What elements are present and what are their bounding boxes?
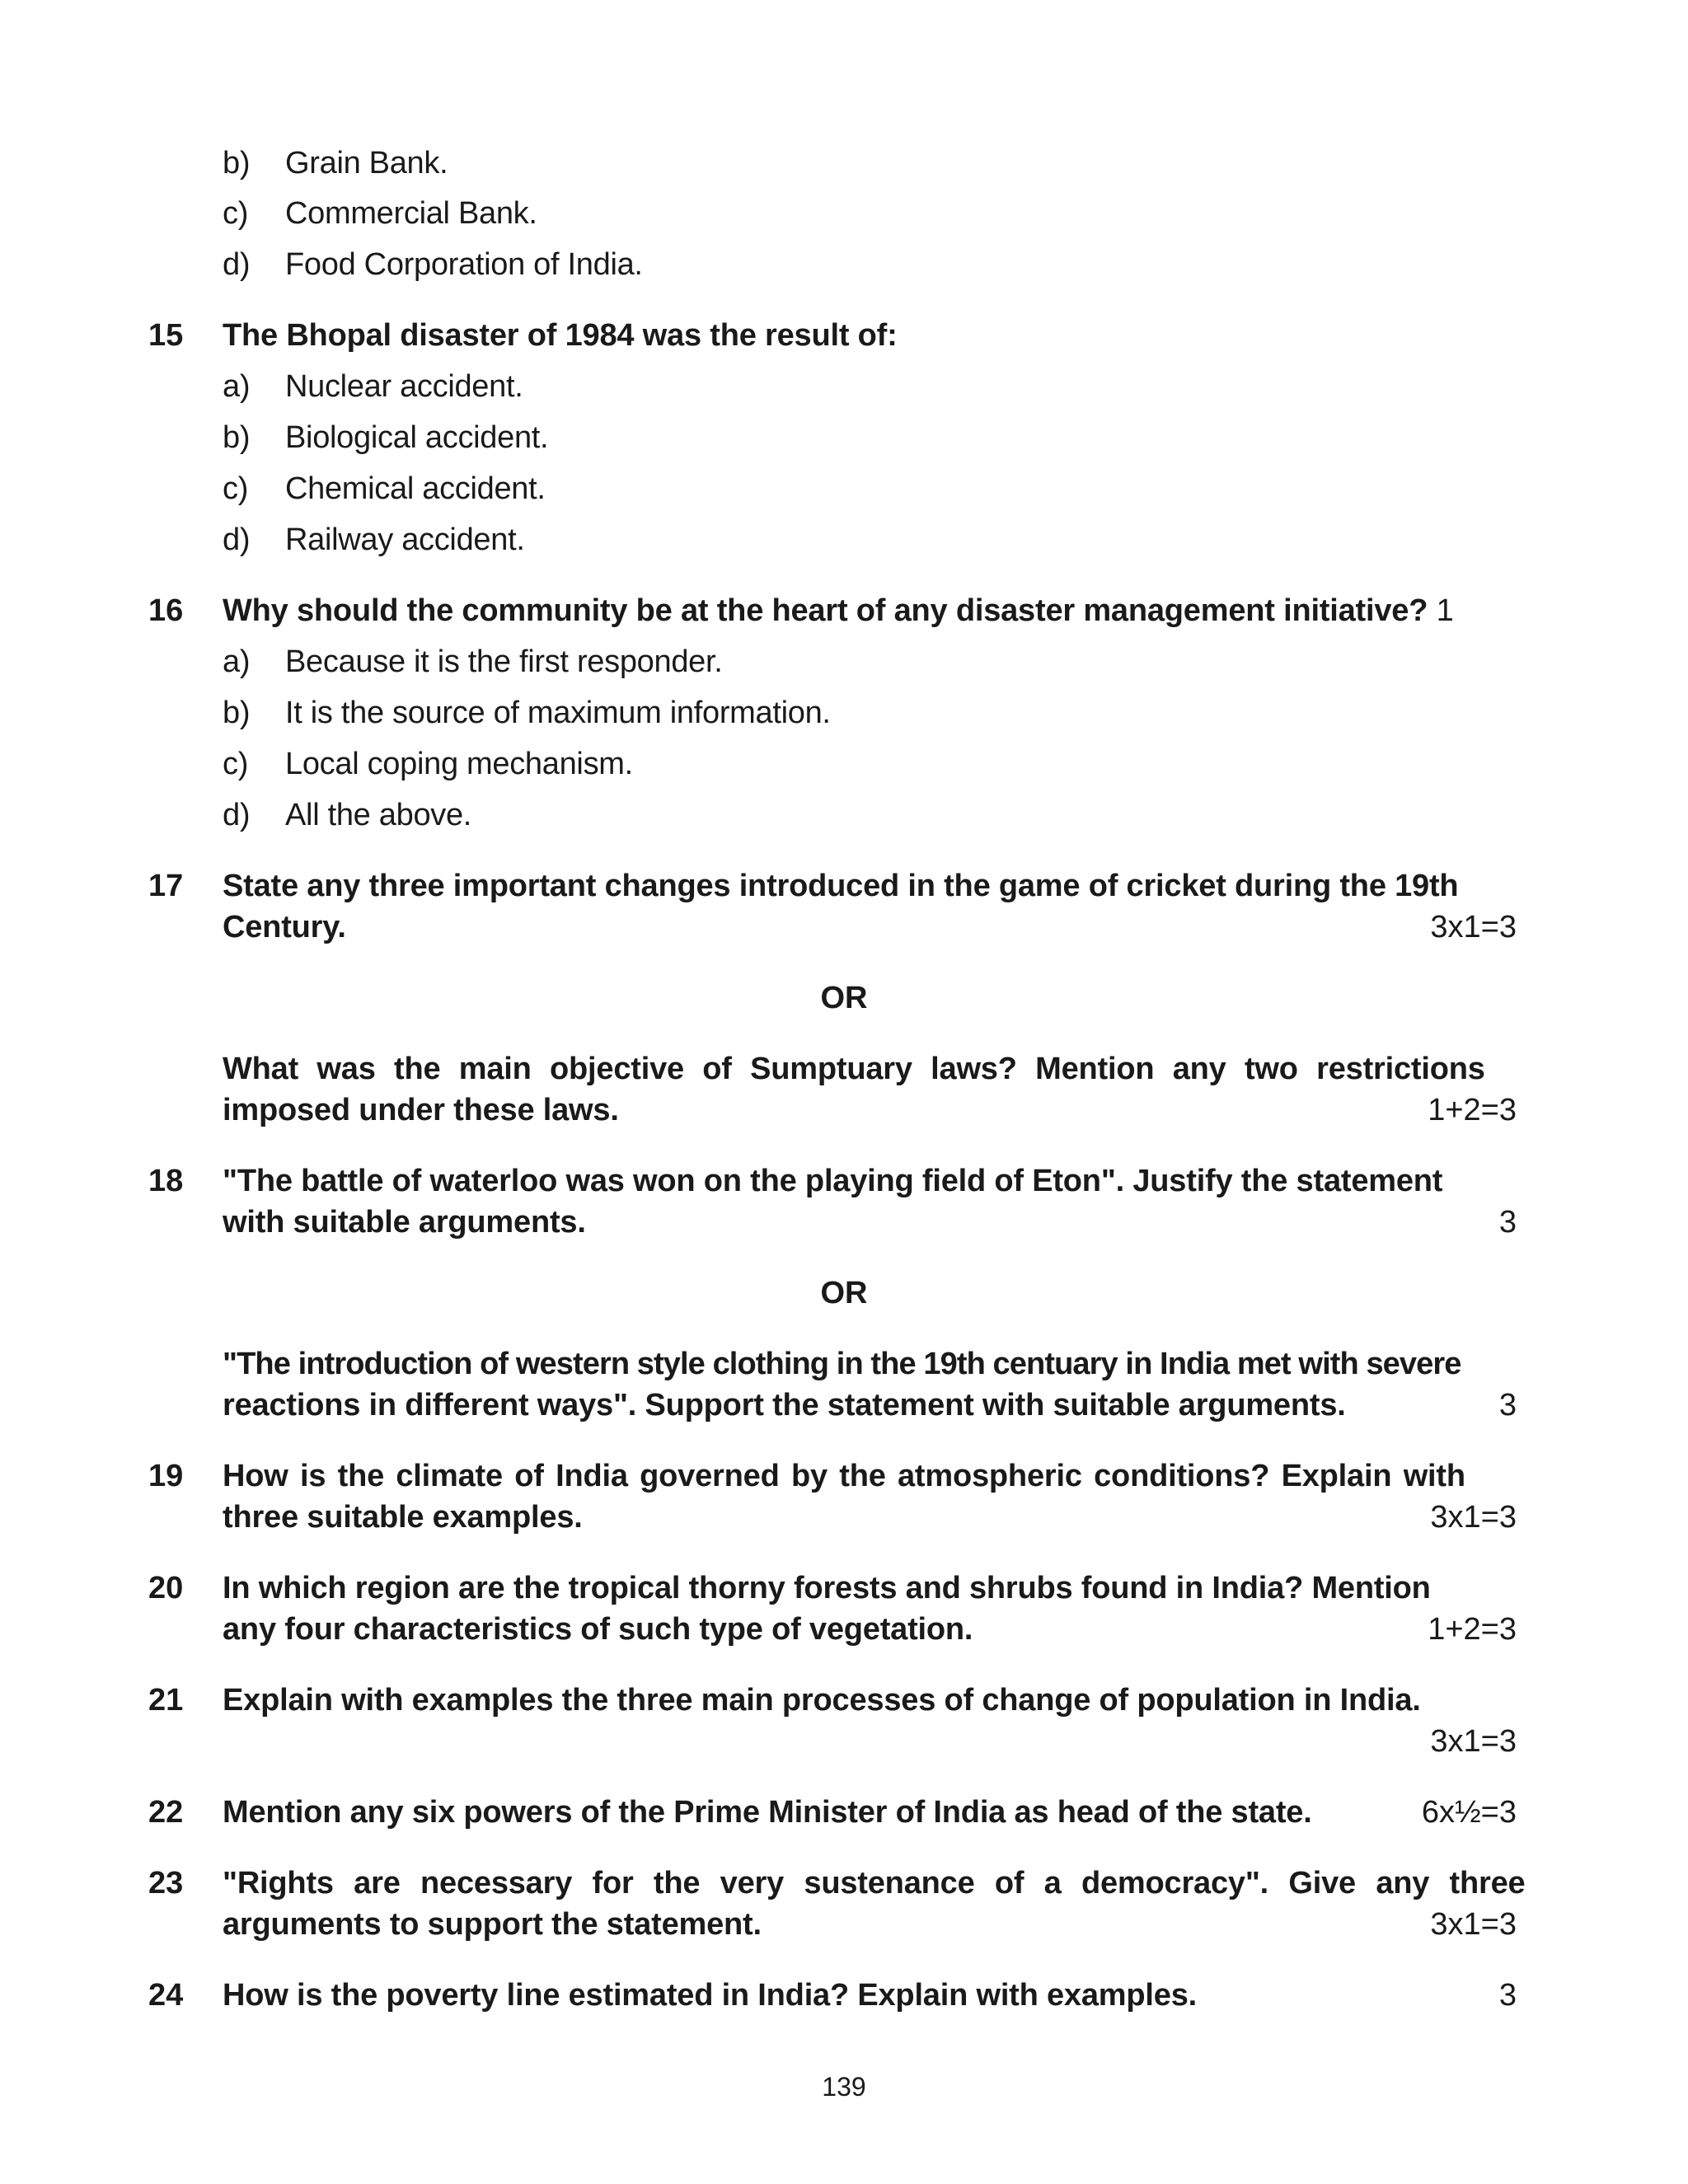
q20-line1: In which region are the tropical thorny forests and shrubs found in India? Mention [223, 1571, 1431, 1605]
q23-marks: 3x1=3 [1430, 1907, 1517, 1942]
option-letter: a) [223, 644, 251, 679]
option-text: Commercial Bank. [285, 196, 537, 231]
q16-option-b [223, 694, 831, 732]
q18-or: OR [820, 1276, 868, 1310]
q20-marks: 1+2=3 [1428, 1612, 1517, 1647]
option-text: All the above. [285, 798, 472, 832]
option-letter: b) [223, 420, 251, 455]
q17-line1: State any three important changes introduced in the game of cricket during the 19th [223, 869, 1459, 903]
q19-marks: 3x1=3 [1430, 1500, 1517, 1535]
q19-line2: three suitable examples. [223, 1500, 583, 1535]
option-text: Grain Bank. [285, 146, 448, 180]
option-letter: b) [223, 696, 251, 730]
q17-number: 17 [148, 869, 184, 903]
q21-number: 21 [148, 1683, 184, 1718]
q21-line1: Explain with examples the three main processes of change of population in India. [223, 1683, 1421, 1718]
q23-line1: "Rights are necessary for the very sustenance of a democracy". Give any three [223, 1866, 1526, 1900]
q20-line2: any four characteristics of such type of vegetation. [223, 1612, 973, 1647]
q15-option-b [223, 419, 548, 457]
q24-number: 24 [148, 1978, 184, 2013]
q19-line1: How is the climate of India governed by the atmospheric conditions? Explain with [223, 1459, 1465, 1493]
option-text: Biological accident. [285, 420, 549, 455]
q22-number: 22 [148, 1795, 184, 1830]
q14-option-c [223, 194, 537, 232]
option-letter: c) [223, 471, 249, 506]
q18-line1: "The battle of waterloo was won on the playing field of Eton". Justify the statement [223, 1164, 1443, 1198]
option-letter: d) [223, 798, 251, 832]
page-number: 139 [822, 2072, 866, 2102]
q15-option-a [223, 368, 523, 405]
option-text: Food Corporation of India. [285, 247, 643, 282]
option-text: Railway accident. [285, 523, 525, 557]
q18-alt-line1: "The introduction of western style clothing in the 19th centuary in India met with severe [223, 1347, 1461, 1381]
option-text: Because it is the first responder. [285, 644, 723, 679]
q23-line2: arguments to support the statement. [223, 1907, 762, 1942]
q17-alt-line1: What was the main objective of Sumptuary laws? Mention any two restrictions [223, 1052, 1485, 1086]
q16-number: 16 [148, 593, 184, 628]
q17-line2: Century. [223, 910, 346, 944]
q17-or: OR [820, 981, 868, 1015]
q16-option-a [223, 643, 723, 681]
q18-line2: with suitable arguments. [223, 1205, 586, 1240]
q17-alt-line2: imposed under these laws. [223, 1093, 619, 1127]
q17-alt-marks: 1+2=3 [1428, 1093, 1517, 1127]
q16-marks: 1 [1436, 593, 1454, 628]
q17-marks: 3x1=3 [1430, 910, 1517, 944]
q19-number: 19 [148, 1459, 184, 1493]
q14-option-d [223, 246, 643, 284]
q16-question: Why should the community be at the heart of any disaster management initiative? [223, 593, 1428, 628]
q18-alt-marks: 3 [1498, 1388, 1517, 1422]
q24-marks: 3 [1498, 1978, 1517, 2013]
q14-option-b [223, 144, 448, 182]
q21-marks: 3x1=3 [1430, 1724, 1517, 1759]
q15-option-d [223, 521, 525, 559]
option-letter: a) [223, 369, 251, 404]
q18-number: 18 [148, 1164, 184, 1198]
option-letter: d) [223, 523, 251, 557]
q24-line1: How is the poverty line estimated in India? Explain with examples. [223, 1978, 1197, 2013]
q22-marks: 6x½=3 [1421, 1795, 1517, 1830]
q15-option-c [223, 470, 546, 508]
q18-alt-line2: reactions in different ways". Support the statement with suitable arguments. [223, 1388, 1346, 1422]
q15-number: 15 [148, 318, 184, 353]
option-text: Nuclear accident. [285, 369, 523, 404]
option-text: Chemical accident. [285, 471, 546, 506]
option-letter: c) [223, 747, 249, 781]
option-letter: d) [223, 247, 251, 282]
q22-line1: Mention any six powers of the Prime Minister of India as head of the state. [223, 1795, 1312, 1830]
q16-option-c [223, 745, 633, 783]
option-letter: b) [223, 146, 251, 180]
q18-marks: 3 [1498, 1205, 1517, 1240]
option-text: It is the source of maximum information. [285, 696, 831, 730]
option-text: Local coping mechanism. [285, 747, 633, 781]
q16-option-d [223, 796, 471, 834]
q20-number: 20 [148, 1571, 184, 1605]
q16-text [223, 590, 1454, 631]
q15-text: The Bhopal disaster of 1984 was the result of: [223, 318, 898, 353]
q23-number: 23 [148, 1866, 184, 1900]
option-letter: c) [223, 196, 249, 231]
